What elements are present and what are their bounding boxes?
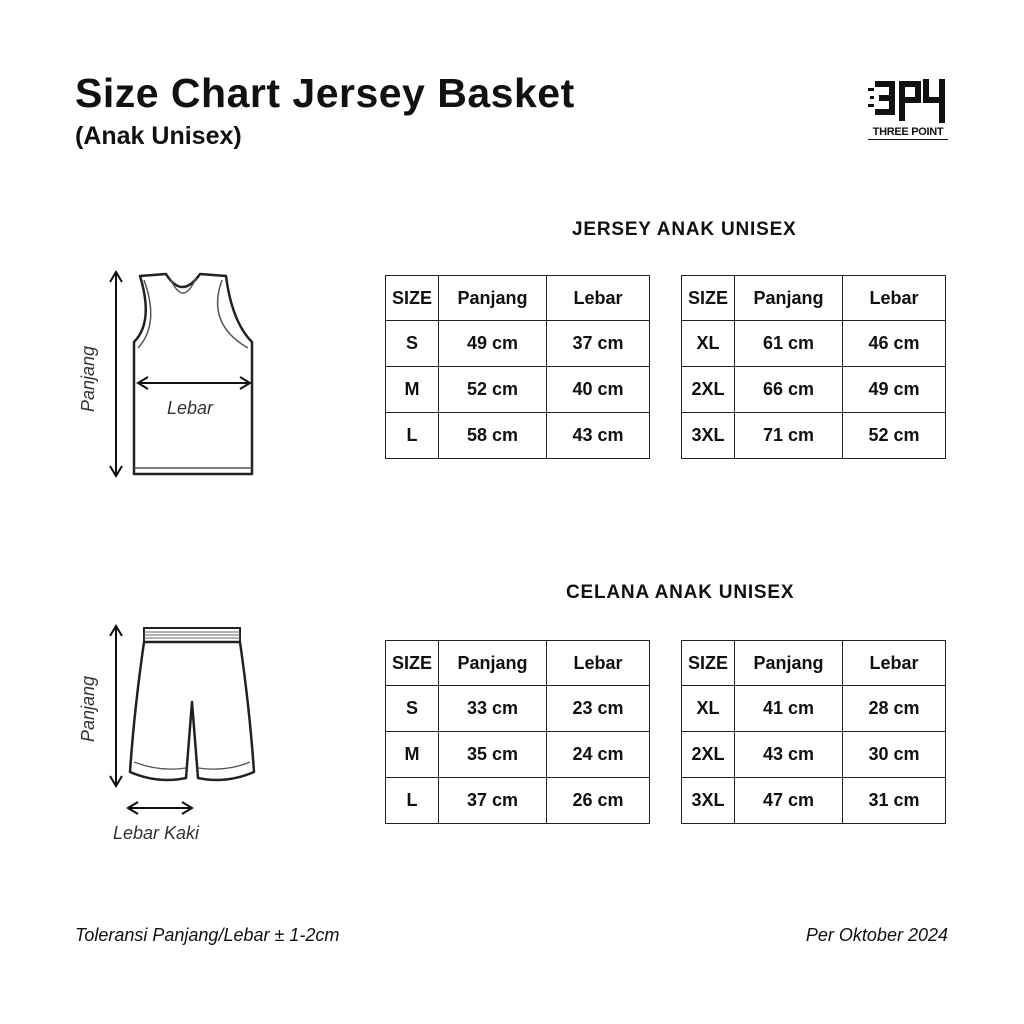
jersey-diagram-icon (100, 262, 265, 482)
size-cell: 2XL (682, 367, 735, 413)
lebar-cell: 28 cm (843, 686, 946, 732)
lebar-cell: 46 cm (843, 321, 946, 367)
table-row (682, 413, 946, 459)
column-header-lebar: Lebar (843, 641, 946, 686)
panjang-cell: 37 cm (439, 778, 547, 824)
celana-size-table-right (681, 640, 946, 824)
panjang-cell: 41 cm (735, 686, 843, 732)
jersey-length-label: Panjang (78, 345, 98, 412)
tolerance-note: Toleransi Panjang/Lebar ± 1-2cm (75, 925, 340, 945)
logo-text: THREE POINT (868, 126, 948, 140)
shorts-diagram-icon (100, 622, 260, 822)
table-row (386, 367, 650, 413)
size-cell: S (386, 321, 439, 367)
table-row (682, 686, 946, 732)
lebar-cell: 52 cm (843, 413, 946, 459)
table-row (682, 367, 946, 413)
size-cell: XL (682, 686, 735, 732)
table-row (386, 686, 650, 732)
page-subtitle: (Anak Unisex) (75, 122, 242, 150)
panjang-cell: 61 cm (735, 321, 843, 367)
logo-mark-icon (868, 78, 948, 124)
size-cell: 3XL (682, 778, 735, 824)
three-point-logo (868, 78, 954, 148)
celana-section-title: CELANA ANAK UNISEX (566, 582, 795, 603)
shorts-leg-width-label: Lebar Kaki (113, 823, 200, 843)
lebar-cell: 30 cm (843, 732, 946, 778)
jersey-size-table-left (385, 275, 650, 459)
panjang-cell: 58 cm (439, 413, 547, 459)
table-row (386, 732, 650, 778)
jersey-section-title: JERSEY ANAK UNISEX (572, 219, 797, 240)
column-header-size: SIZE (386, 641, 439, 686)
column-header-size: SIZE (386, 276, 439, 321)
panjang-cell: 35 cm (439, 732, 547, 778)
panjang-cell: 52 cm (439, 367, 547, 413)
panjang-cell: 33 cm (439, 686, 547, 732)
column-header-lebar: Lebar (843, 276, 946, 321)
size-cell: 2XL (682, 732, 735, 778)
column-header-panjang: Panjang (735, 276, 843, 321)
lebar-cell: 31 cm (843, 778, 946, 824)
size-cell: L (386, 778, 439, 824)
column-header-size: SIZE (682, 276, 735, 321)
column-header-panjang: Panjang (439, 276, 547, 321)
table-row (682, 778, 946, 824)
table-row (386, 413, 650, 459)
panjang-cell: 43 cm (735, 732, 843, 778)
size-cell: M (386, 367, 439, 413)
column-header-lebar: Lebar (547, 641, 650, 686)
table-row (682, 321, 946, 367)
column-header-panjang: Panjang (439, 641, 547, 686)
size-cell: XL (682, 321, 735, 367)
jersey-size-table-right (681, 275, 946, 459)
lebar-cell: 26 cm (547, 778, 650, 824)
lebar-cell: 37 cm (547, 321, 650, 367)
lebar-cell: 40 cm (547, 367, 650, 413)
size-cell: M (386, 732, 439, 778)
lebar-cell: 49 cm (843, 367, 946, 413)
size-cell: S (386, 686, 439, 732)
table-row (386, 321, 650, 367)
page-title: Size Chart Jersey Basket (75, 70, 575, 116)
lebar-cell: 24 cm (547, 732, 650, 778)
lebar-cell: 23 cm (547, 686, 650, 732)
celana-size-table-left (385, 640, 650, 824)
panjang-cell: 47 cm (735, 778, 843, 824)
panjang-cell: 66 cm (735, 367, 843, 413)
panjang-cell: 71 cm (735, 413, 843, 459)
shorts-length-label: Panjang (78, 675, 98, 742)
size-cell: 3XL (682, 413, 735, 459)
date-note: Per Oktober 2024 (805, 925, 948, 945)
column-header-panjang: Panjang (735, 641, 843, 686)
column-header-lebar: Lebar (547, 276, 650, 321)
lebar-cell: 43 cm (547, 413, 650, 459)
jersey-width-label: Lebar (167, 398, 214, 418)
panjang-cell: 49 cm (439, 321, 547, 367)
size-cell: L (386, 413, 439, 459)
column-header-size: SIZE (682, 641, 735, 686)
table-row (682, 732, 946, 778)
table-row (386, 778, 650, 824)
